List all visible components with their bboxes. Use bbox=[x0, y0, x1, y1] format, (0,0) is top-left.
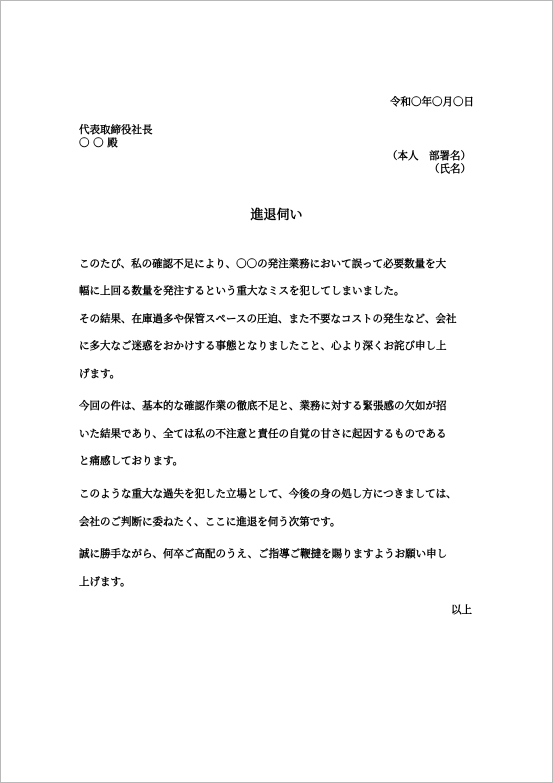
body-line: いた結果であり、全ては私の不注意と責任の自覚の甘さに起因するものである bbox=[79, 428, 447, 440]
body-line: 上げます。 bbox=[79, 576, 131, 588]
sender-department: （本人 部署名） bbox=[387, 150, 471, 162]
closing-ijou: 以上 bbox=[451, 604, 472, 616]
body-line: 誠に勝手ながら、何卒ご高配のうえ、ご指導ご鞭撻を賜りますようお願い申し bbox=[79, 548, 448, 560]
document-title: 進退伺い bbox=[250, 208, 303, 223]
body-line: このような重大な過失を犯した立場として、今後の身の処し方につきましては、 bbox=[79, 488, 457, 500]
body-line: げます。 bbox=[79, 368, 121, 380]
recipient-name: 〇 〇 殿 bbox=[79, 137, 118, 149]
body-line: 幅に上回る数量を発注するという重大なミスを犯してしまいました。 bbox=[79, 285, 405, 297]
body-line: その結果、在庫過多や保管スペースの圧迫、また不要なコストの発生など、会社 bbox=[79, 313, 457, 325]
sender-name: （氏名） bbox=[429, 163, 471, 175]
body-line: と痛感しております。 bbox=[79, 455, 184, 467]
document-date: 令和〇年〇月〇日 bbox=[390, 96, 474, 108]
body-line: に多大なご迷惑をおかけする事態となりましたこと、心より深くお詫び申し上 bbox=[79, 340, 447, 352]
body-line: 会社のご判断に委ねたく、ここに進退を伺う次第です。 bbox=[79, 516, 341, 528]
body-line: 今回の件は、基本的な確認作業の徹底不足と、業務に対する緊張感の欠如が招 bbox=[79, 400, 447, 412]
recipient-title: 代表取締役社長 bbox=[79, 124, 153, 136]
body-line: このたび、私の確認不足により、〇〇の発注業務において誤って必要数量を大 bbox=[79, 258, 447, 270]
